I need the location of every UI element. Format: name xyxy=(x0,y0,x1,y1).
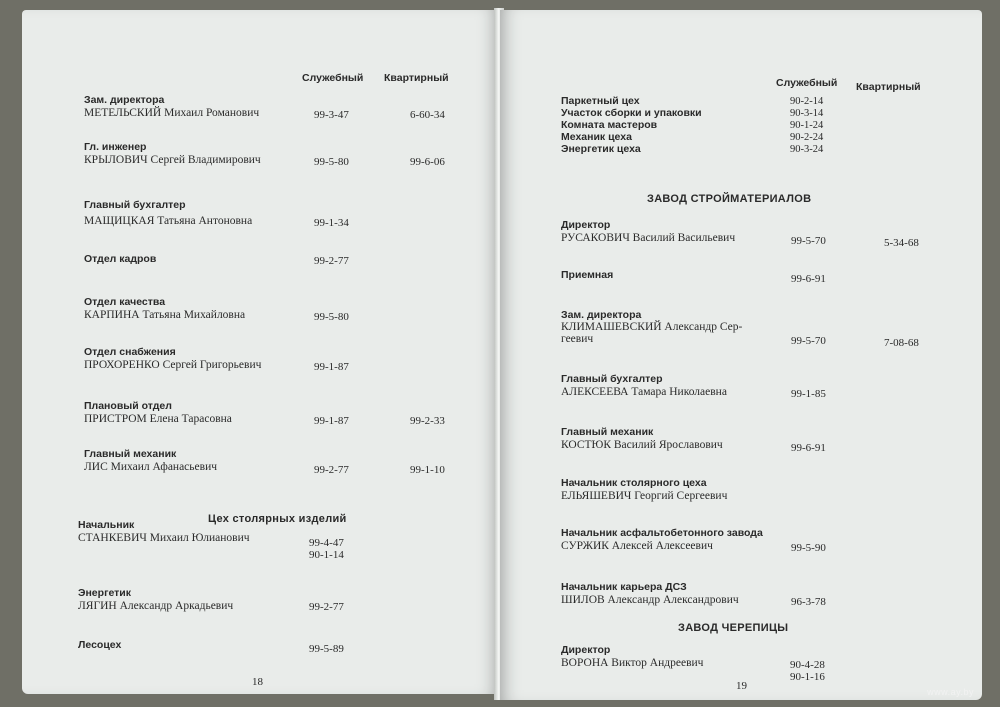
home-phone: 99-6-06 xyxy=(410,156,445,168)
work-phone: 99-5-70 xyxy=(791,235,826,247)
list-phone: 90-3-14 xyxy=(790,108,824,119)
person-name: ШИЛОВ Александр Александрович xyxy=(561,594,739,606)
person-name: МАЩИЦКАЯ Татьяна Антоновна xyxy=(84,215,253,227)
person-name: АЛЕКСЕЕВА Тамара Николаевна xyxy=(561,386,727,398)
work-phone: 99-3-47 xyxy=(314,109,349,121)
role-label: Начальник столярного цеха xyxy=(561,477,707,489)
home-phone: 99-1-10 xyxy=(410,464,445,476)
work-phone: 99-1-87 xyxy=(314,415,349,427)
role-label: Главный бухгалтер xyxy=(561,373,663,385)
page-number: 19 xyxy=(736,680,747,692)
work-phone-2: 90-1-14 xyxy=(309,549,344,561)
role-label: Плановый отдел xyxy=(84,400,172,412)
work-phone: 99-5-90 xyxy=(791,542,826,554)
role-label: Директор xyxy=(561,644,611,656)
role-label: Отдел качества xyxy=(84,296,166,308)
section-heading: ЗАВОД СТРОЙМАТЕРИАЛОВ xyxy=(647,193,812,205)
right-header-work: Служебный xyxy=(776,77,838,89)
work-phone: 99-1-85 xyxy=(791,388,826,400)
person-name-cont: геевич xyxy=(561,333,594,345)
right-header-home: Квартирный xyxy=(856,81,921,93)
person-name: КРЫЛОВИЧ Сергей Владимирович xyxy=(84,154,261,166)
list-item: Паркетный цех xyxy=(561,95,640,107)
watermark-text: www.ay.by xyxy=(927,687,974,697)
list-phone: 90-1-24 xyxy=(790,120,824,131)
work-phone: 99-5-70 xyxy=(791,335,826,347)
work-phone: 99-5-80 xyxy=(314,156,349,168)
person-name: МЕТЕЛЬСКИЙ Михаил Романович xyxy=(84,107,260,119)
role-label: Энергетик xyxy=(78,587,131,599)
role-label: Зам. директора xyxy=(561,309,642,321)
person-name: СУРЖИК Алексей Алексеевич xyxy=(561,540,713,552)
role-label: Главный бухгалтер xyxy=(84,199,186,211)
work-phone: 90-4-28 xyxy=(790,659,825,671)
role-label: Начальник карьера ДСЗ xyxy=(561,581,687,593)
person-name: РУСАКОВИЧ Василий Васильевич xyxy=(561,232,736,244)
role-label: Зам. директора xyxy=(84,94,165,106)
role-label: Начальник xyxy=(78,519,135,531)
role-label: Начальник асфальтобетонного завода xyxy=(561,527,763,539)
list-phone: 90-3-24 xyxy=(790,144,824,155)
person-name: КОСТЮК Василий Ярославович xyxy=(561,439,723,451)
work-phone: 99-2-77 xyxy=(314,464,349,476)
work-phone: 99-5-80 xyxy=(314,311,349,323)
person-name: СТАНКЕВИЧ Михаил Юлианович xyxy=(78,532,250,544)
role-label: Отдел кадров xyxy=(84,253,157,265)
right-page xyxy=(500,10,982,700)
person-name: ПРИСТРОМ Елена Тарасовна xyxy=(84,413,232,425)
role-label: Гл. инженер xyxy=(84,141,147,153)
person-name: ЛИС Михаил Афанасьевич xyxy=(84,461,218,473)
person-name: ВОРОНА Виктор Андреевич xyxy=(561,657,704,669)
work-phone-2: 90-1-16 xyxy=(790,671,825,683)
person-name: КАРПИНА Татьяна Михайловна xyxy=(84,309,246,321)
list-item: Участок сборки и упаковки xyxy=(561,107,702,119)
home-phone: 7-08-68 xyxy=(884,337,919,349)
person-name: ЕЛЬЯШЕВИЧ Георгий Сергеевич xyxy=(561,490,728,502)
role-label: Главный механик xyxy=(84,448,177,460)
page-number: 18 xyxy=(252,676,263,688)
list-item: Механик цеха xyxy=(561,131,632,143)
work-phone: 99-6-91 xyxy=(791,273,826,285)
work-phone: 99-6-91 xyxy=(791,442,826,454)
home-phone: 99-2-33 xyxy=(410,415,445,427)
list-item: Энергетик цеха xyxy=(561,143,641,155)
person-name: ЛЯГИН Александр Аркадьевич xyxy=(78,600,234,612)
home-phone: 5-34-68 xyxy=(884,237,919,249)
role-label: Отдел снабжения xyxy=(84,346,176,358)
list-phone: 90-2-24 xyxy=(790,132,824,143)
work-phone: 96-3-78 xyxy=(791,596,826,608)
work-phone: 99-1-34 xyxy=(314,217,349,229)
left-header-home: Квартирный xyxy=(384,72,449,84)
work-phone: 99-5-89 xyxy=(309,643,344,655)
home-phone: 6-60-34 xyxy=(410,109,445,121)
role-label: Главный механик xyxy=(561,426,654,438)
section-heading: Цех столярных изделий xyxy=(208,513,347,525)
work-phone: 99-4-47 xyxy=(309,537,344,549)
list-phone: 90-2-14 xyxy=(790,96,824,107)
role-label: Лесоцех xyxy=(78,639,122,651)
work-phone: 99-2-77 xyxy=(309,601,344,613)
person-name: ПРОХОРЕНКО Сергей Григорьевич xyxy=(84,359,262,371)
person-name: КЛИМАШЕВСКИЙ Александр Сер- xyxy=(561,321,743,333)
role-label: Директор xyxy=(561,219,611,231)
work-phone: 99-1-87 xyxy=(314,361,349,373)
role-label: Приемная xyxy=(561,269,614,281)
section-heading: ЗАВОД ЧЕРЕПИЦЫ xyxy=(678,622,789,634)
list-item: Комната мастеров xyxy=(561,119,658,131)
work-phone: 99-2-77 xyxy=(314,255,349,267)
left-page xyxy=(22,10,498,694)
left-header-work: Служебный xyxy=(302,72,364,84)
